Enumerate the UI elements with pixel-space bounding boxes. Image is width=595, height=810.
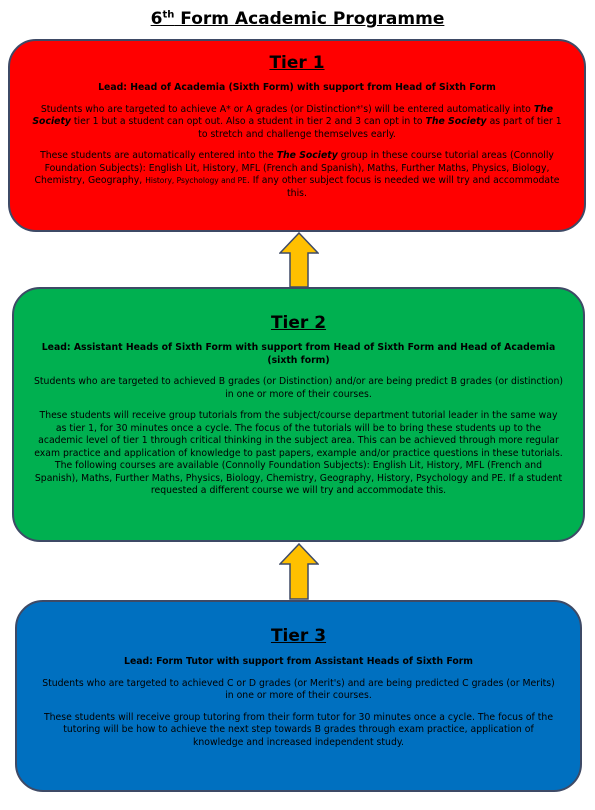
society-name: The Society [276, 150, 338, 161]
tier-2-box [12, 287, 585, 542]
tier-2-lead: Lead: Assistant Heads of Sixth Form with support from Head of Sixth Form and Head of Academia (sixth form) [41, 342, 556, 366]
tier-3-paragraph-1: Students who are targeted to achieved C or D grades (or Merit's) and are being predicted C grades (or Merits) in one or more of their courses. [42, 677, 555, 701]
society-name: The Society [32, 103, 554, 127]
tier-1-box [8, 39, 586, 232]
up-arrow-icon [279, 543, 319, 600]
text-span: group in these course tutorial areas (Connolly Foundation Subjects): English Lit, History, MFL (French and Spanish), Maths, Further Maths, Physics, Biology, Chemistry, Geography, [34, 150, 554, 186]
small-subjects: History, Psychology and PE [145, 176, 247, 185]
society-name: The Society [425, 116, 487, 127]
tier-3-box [15, 600, 582, 792]
tier-3-heading: Tier 3 [270, 626, 327, 646]
title-number: 6 [150, 9, 163, 29]
tier-3-lead: Lead: Form Tutor with support from Assistant Heads of Sixth Form [124, 656, 473, 667]
text-span: . If any other subject focus is needed we will try and accommodate this. [246, 175, 560, 199]
tier-1-heading: Tier 1 [269, 53, 325, 73]
tier-1-paragraph-1 [30, 104, 564, 142]
tier-1-lead: Lead: Head of Academia (Sixth Form) with support from Head of Sixth Form [98, 82, 496, 93]
title-text: Form Academic Programme [174, 9, 445, 29]
text-span: These students are automatically entered into the [40, 150, 277, 161]
tier-2-paragraph-2: These students will receive group tutorials from the subject/course department tutorial leader in the same way as tier 1, for 30 minutes once a cycle. The focus of the tutorials will be to bring these students up to the academic level of tier 1 through critical thinking in the subject area. This can be achieved through more regular exam practice and application of knowledge to past papers, example and/or practice questions in these tutorials. The following courses are available (Connolly Foundation Subjects): English Lit, History, MFL (French and Spanish), Maths, Further Maths, Physics, Biology, Chemistry, Geography, History, Psychology and PE. If a student requested a different course we will try and accommodate this. [34, 410, 563, 496]
tier-1-paragraph-2 [30, 150, 564, 200]
text-span: Students who are targeted to achieve A* or A grades (or Distinction*'s) will be entered automatically into [40, 103, 534, 115]
text-span: as part of tier 1 to stretch and challenge themselves early. [198, 116, 562, 140]
tier-2-paragraph-1: Students who are targeted to achieved B grades (or Distinction) and/or are being predict B grades (or distinction) in one or more of their courses. [34, 376, 563, 400]
tier-2-heading: Tier 2 [270, 313, 327, 333]
up-arrow-icon [279, 232, 319, 288]
page-title [0, 9, 595, 29]
tier-3-paragraph-2: These students will receive group tutoring from their form tutor for 30 minutes once a cycle. The focus of the tutoring will be how to achieve the next step towards B grades through exam practice, application of knowledge and increased independent study. [43, 711, 554, 748]
title-superscript: th [162, 9, 175, 21]
text-span: tier 1 but a student can opt out. Also a student in tier 2 and 3 can opt in to [70, 116, 426, 127]
